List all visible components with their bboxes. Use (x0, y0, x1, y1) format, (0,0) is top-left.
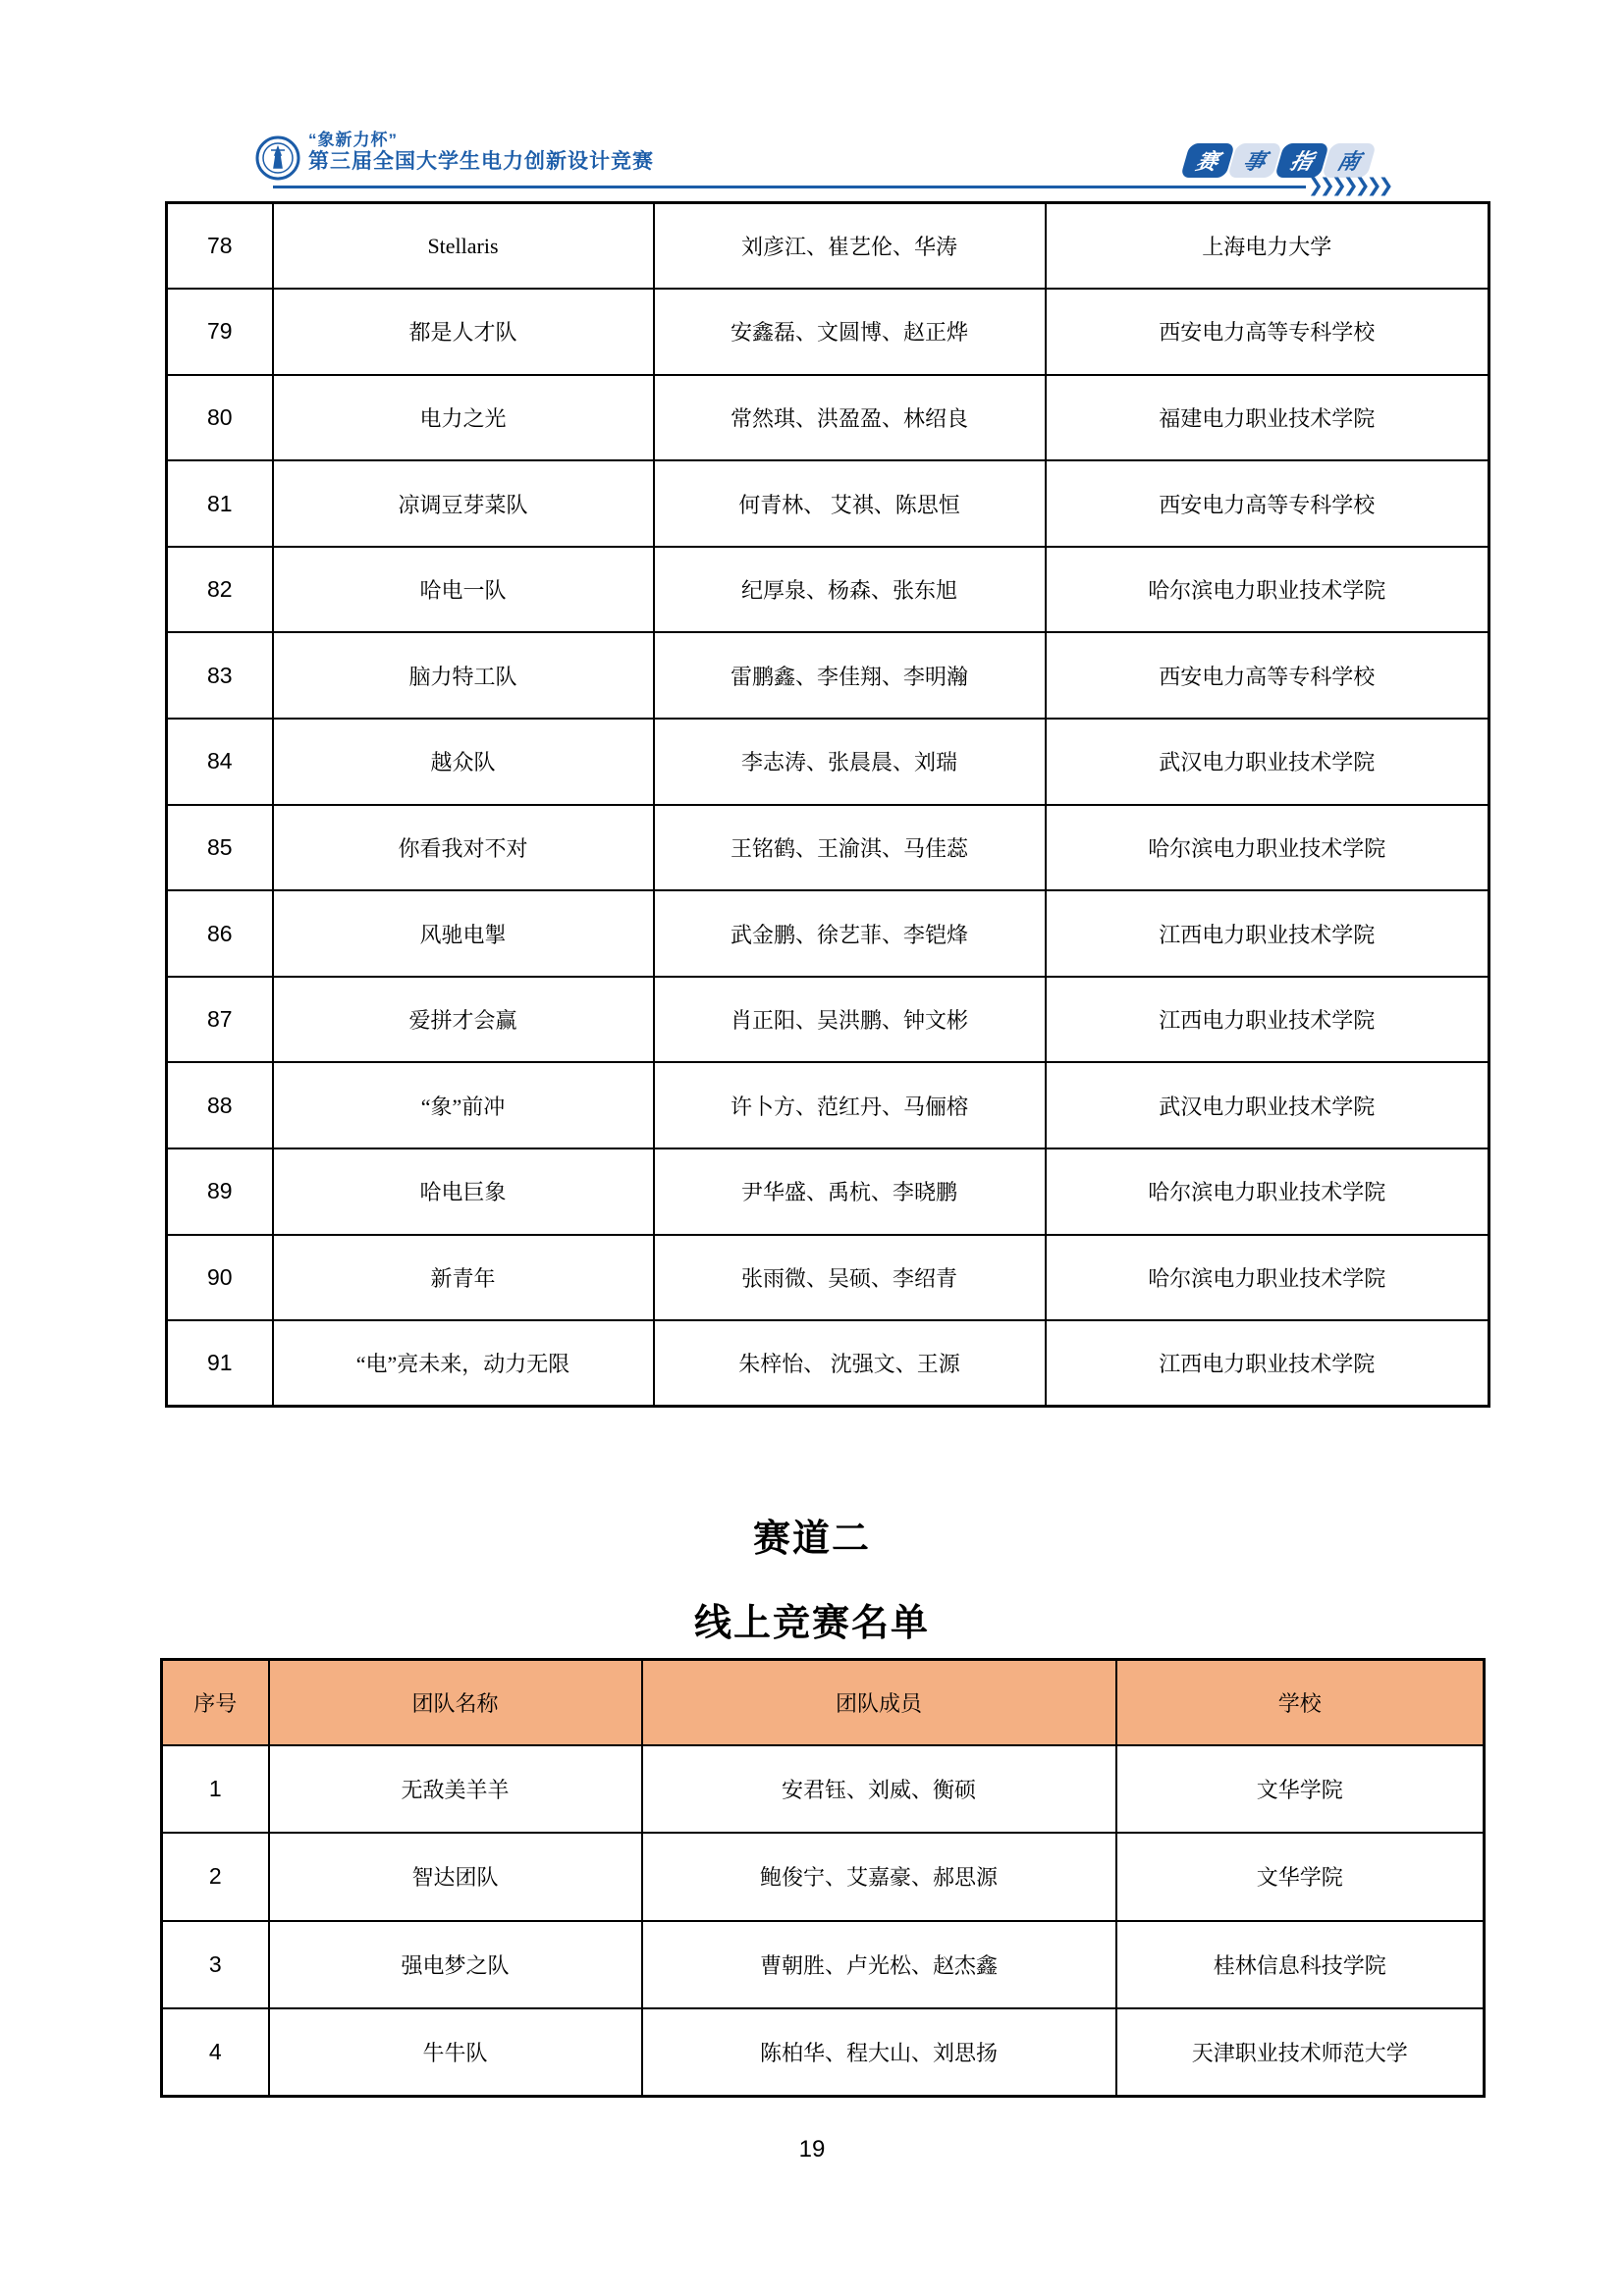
table-row (162, 1833, 1485, 1921)
school-header-cell: 学校 (1116, 1660, 1485, 1745)
team-name-cell: 新青年 (273, 1235, 654, 1321)
team-name-cell: 凉调豆芽菜队 (273, 460, 654, 547)
serial-cell: 91 (167, 1320, 273, 1407)
serial-cell: 90 (167, 1235, 273, 1321)
school-cell: 桂林信息科技学院 (1116, 1921, 1485, 2009)
serial-cell: 2 (162, 1833, 269, 1921)
team-members-cell: 张雨微、吴硕、李绍青 (654, 1235, 1046, 1321)
online-list-title: 线上竞赛名单 (693, 1603, 930, 1644)
serial-cell: 87 (167, 977, 273, 1063)
serial-cell: 88 (167, 1062, 273, 1148)
team-members-cell: 安君钰、刘威、衡硕 (642, 1745, 1116, 1834)
team-members-cell: 许卜方、范红丹、马俪榕 (654, 1062, 1046, 1148)
school-cell: 西安电力高等专科学校 (1046, 632, 1489, 719)
table-row (167, 1235, 1489, 1321)
serial-cell: 82 (167, 547, 273, 633)
school-cell: 哈尔滨电力职业技术学院 (1046, 1148, 1489, 1235)
serial-cell: 1 (162, 1745, 269, 1834)
team-name-cell: 风驰电掣 (273, 890, 654, 977)
team-members-cell: 鲍俊宁、艾嘉豪、郝思源 (642, 1833, 1116, 1921)
team-members-cell: 武金鹏、徐艺菲、李铠烽 (654, 890, 1046, 977)
team-name-cell: 强电梦之队 (269, 1921, 642, 2009)
school-cell: 文华学院 (1116, 1745, 1485, 1834)
serial-cell: 80 (167, 375, 273, 461)
school-cell: 天津职业技术师范大学 (1116, 2008, 1485, 2097)
school-cell: 江西电力职业技术学院 (1046, 890, 1489, 977)
school-cell: 武汉电力职业技术学院 (1046, 719, 1489, 805)
team-name-cell: “象”前冲 (273, 1062, 654, 1148)
serial-header-cell: 序号 (162, 1660, 269, 1745)
table-row (167, 977, 1489, 1063)
team-name-cell: 无敌美羊羊 (269, 1745, 642, 1834)
table-row (162, 1745, 1485, 1834)
serial-cell: 86 (167, 890, 273, 977)
team-name-cell: 牛牛队 (269, 2008, 642, 2097)
team-name-header-cell: 团队名称 (269, 1660, 642, 1745)
serial-cell: 83 (167, 632, 273, 719)
school-cell: 哈尔滨电力职业技术学院 (1046, 1235, 1489, 1321)
track2-team-table (160, 1658, 1486, 2098)
team-members-cell: 王铭鹤、王渝淇、马佳蕊 (654, 805, 1046, 891)
school-cell: 江西电力职业技术学院 (1046, 1320, 1489, 1407)
track2-section-title: 赛道二 (752, 1519, 871, 1560)
table-row (167, 719, 1489, 805)
guide-badges (1183, 143, 1372, 178)
team-members-cell: 陈柏华、程大山、刘思扬 (642, 2008, 1116, 2097)
school-cell: 文华学院 (1116, 1833, 1485, 1921)
team-name-cell: 脑力特工队 (273, 632, 654, 719)
school-cell: 武汉电力职业技术学院 (1046, 1062, 1489, 1148)
school-cell: 上海电力大学 (1046, 203, 1489, 290)
serial-cell: 78 (167, 203, 273, 290)
chevrons-right-icon: ❯❯❯❯❯❯❯ (1308, 175, 1390, 196)
team-members-cell: 何青林、 艾祺、陈思恒 (654, 460, 1046, 547)
serial-cell: 84 (167, 719, 273, 805)
table-row (167, 805, 1489, 891)
track2-table-header (162, 1660, 1485, 1745)
table-row (167, 1320, 1489, 1407)
competition-seal-logo-icon (255, 135, 300, 181)
table-row (167, 460, 1489, 547)
team-members-cell: 尹华盛、禹杭、李晓鹏 (654, 1148, 1046, 1235)
competition-brand (308, 131, 654, 174)
team-members-cell: 安鑫磊、文圆博、赵正烨 (654, 289, 1046, 375)
table-row (167, 547, 1489, 633)
track1-team-table (165, 201, 1490, 1408)
team-members-cell: 纪厚泉、杨森、张东旭 (654, 547, 1046, 633)
badge-shi: 事 (1227, 143, 1282, 178)
badge-sai: 赛 (1180, 143, 1235, 178)
team-name-cell: 爱拼才会赢 (273, 977, 654, 1063)
school-cell: 哈尔滨电力职业技术学院 (1046, 547, 1489, 633)
team-members-cell: 曹朝胜、卢光松、赵杰鑫 (642, 1921, 1116, 2009)
table-row (162, 2008, 1485, 2097)
team-members-cell: 朱梓怡、 沈强文、王源 (654, 1320, 1046, 1407)
team-members-cell: 常然琪、洪盈盈、林绍良 (654, 375, 1046, 461)
team-name-cell: 越众队 (273, 719, 654, 805)
team-name-cell: 哈电一队 (273, 547, 654, 633)
serial-cell: 79 (167, 289, 273, 375)
badge-zhi: 指 (1274, 143, 1329, 178)
header-divider-line (273, 186, 1306, 188)
team-name-cell: 哈电巨象 (273, 1148, 654, 1235)
table-row (167, 1062, 1489, 1148)
serial-cell: 3 (162, 1921, 269, 2009)
page-number: 19 (798, 2136, 826, 2163)
table-row (167, 632, 1489, 719)
table-row (162, 1921, 1485, 2009)
school-cell: 哈尔滨电力职业技术学院 (1046, 805, 1489, 891)
track1-table-body (167, 203, 1489, 1407)
team-name-cell: 智达团队 (269, 1833, 642, 1921)
serial-cell: 85 (167, 805, 273, 891)
team-members-header-cell: 团队成员 (642, 1660, 1116, 1745)
school-cell: 西安电力高等专科学校 (1046, 289, 1489, 375)
school-cell: 江西电力职业技术学院 (1046, 977, 1489, 1063)
table-row (167, 1148, 1489, 1235)
brand-competition-name: 第三届全国大学生电力创新设计竞赛 (308, 149, 654, 173)
team-name-cell: 你看我对不对 (273, 805, 654, 891)
team-members-cell: 雷鹏鑫、李佳翔、李明瀚 (654, 632, 1046, 719)
table-row (167, 289, 1489, 375)
table-row (167, 375, 1489, 461)
serial-cell: 89 (167, 1148, 273, 1235)
team-members-cell: 李志涛、张晨晨、刘瑞 (654, 719, 1046, 805)
table-row (167, 890, 1489, 977)
team-members-cell: 肖正阳、吴洪鹏、钟文彬 (654, 977, 1046, 1063)
team-name-cell: 电力之光 (273, 375, 654, 461)
serial-cell: 4 (162, 2008, 269, 2097)
team-name-cell: Stellaris (273, 203, 654, 290)
team-members-cell: 刘彦江、崔艺伦、华涛 (654, 203, 1046, 290)
school-cell: 西安电力高等专科学校 (1046, 460, 1489, 547)
table-row (167, 203, 1489, 290)
track2-table-body (162, 1745, 1485, 2097)
team-name-cell: “电”亮未来，动力无限 (273, 1320, 654, 1407)
badge-nan: 南 (1322, 143, 1377, 178)
team-name-cell: 都是人才队 (273, 289, 654, 375)
serial-cell: 81 (167, 460, 273, 547)
school-cell: 福建电力职业技术学院 (1046, 375, 1489, 461)
brand-cup-name: “象新力杯” (308, 131, 398, 149)
